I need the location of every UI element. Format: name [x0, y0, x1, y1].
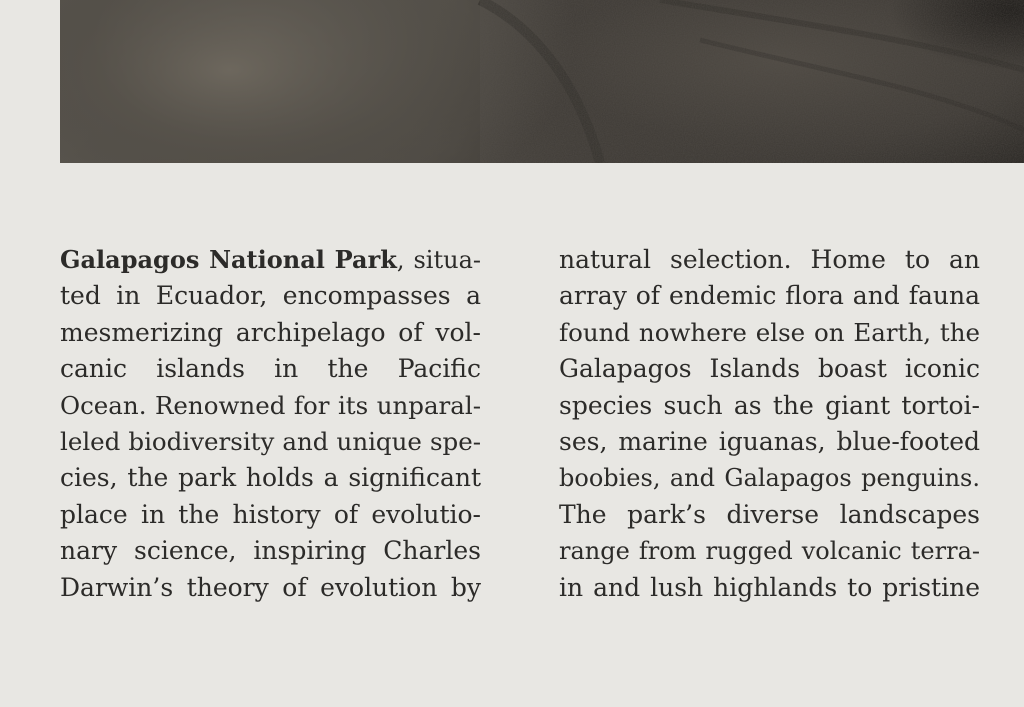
article-body	[60, 242, 981, 612]
article-line: Darwin’s theory of evolution by	[60, 572, 481, 602]
article-line: Galapagos Islands boast iconic	[559, 354, 980, 384]
article-line: The park’s diverse landscapes	[559, 499, 980, 529]
article-line: Ocean. Renowned for its unparal-	[60, 390, 481, 420]
article-line: cies, the park holds a significant	[60, 463, 481, 493]
article-line: place in the history of evolutio-	[60, 499, 481, 529]
article-line: range from rugged volcanic terra-	[559, 537, 980, 566]
article-column-left	[60, 242, 481, 612]
article-line: canic islands in the Pacific	[60, 354, 481, 384]
article-line: boobies, and Galapagos penguins.	[559, 464, 980, 493]
volcanic-rock-photo-icon	[60, 0, 1024, 163]
article-line	[60, 242, 481, 278]
article-line: nary science, inspiring Charles	[60, 536, 481, 566]
article-line: ted in Ecuador, encompasses a	[60, 281, 481, 311]
article-line: mesmerizing archipelago of vol-	[60, 317, 481, 347]
lead-rest: , situa-	[396, 246, 481, 274]
article-line: ses, marine iguanas, blue-footed	[559, 426, 980, 456]
article-column-right	[559, 242, 980, 612]
article-line: species such as the giant tortoi-	[559, 390, 980, 420]
article-line: array of endemic flora and fauna	[559, 281, 980, 311]
article-line: in and lush highlands to pristine	[559, 572, 980, 602]
hero-image	[60, 0, 1024, 163]
park-name: Galapagos National Park	[60, 245, 397, 274]
article-line: leled biodiversity and unique spe-	[60, 426, 481, 456]
article-line: found nowhere else on Earth, the	[559, 317, 980, 347]
article-line: natural selection. Home to an	[559, 245, 980, 274]
